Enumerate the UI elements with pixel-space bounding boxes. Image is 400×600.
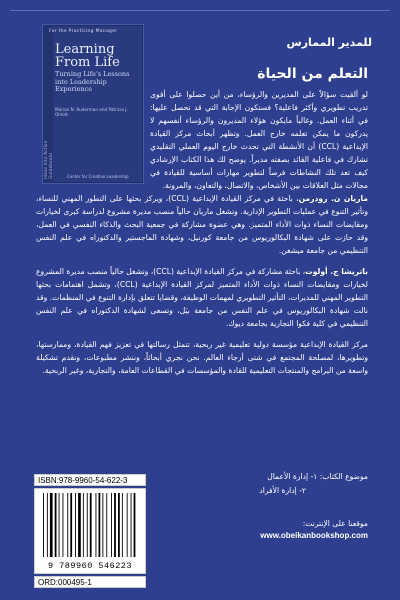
barcode-bar: [75, 493, 76, 557]
barcode: [34, 488, 146, 574]
author-name-1: ماريان ن. رودرمن: [298, 194, 368, 203]
subject-item-1: ١- إدارة الأعمال: [267, 472, 318, 481]
author-name-2: باتريشا ج. أولوت: [305, 267, 369, 276]
barcode-bar: [83, 493, 84, 557]
intro-paragraph: [150, 88, 368, 192]
website-block: [208, 518, 368, 542]
isbn-label: ISBN:978-9960-54-622-3: [34, 474, 146, 486]
barcode-bar: [127, 493, 128, 557]
barcode-digits: 9 789960 546223: [47, 561, 132, 571]
top-border: [10, 10, 390, 11]
author-bio-1: [36, 192, 368, 257]
book-subjects: [188, 470, 368, 498]
barcode-bar: [55, 493, 57, 557]
cover-series-label: For the Practicing Manager: [49, 29, 118, 34]
barcode-bar: [90, 493, 92, 557]
barcode-bar: [47, 493, 48, 557]
barcode-bar: [96, 493, 97, 557]
barcode-bar: [131, 493, 132, 557]
barcode-bar: [118, 493, 120, 557]
series-label: للمدير الممارس: [286, 36, 372, 49]
website-link[interactable]: www.obeikanbookshop.com: [260, 531, 368, 540]
order-number: ORD:000495-1: [34, 576, 146, 588]
subject-row-1: [188, 470, 368, 484]
intro-text: لو ألقيت سؤالاً على المديرين والرؤساء، من أين حصلوا على أقوى تدريب تطويري وأكثر فاعلية؟ فستكون الإجابة التي قد تحصل عليها: في أثناء العمل. وغالباً مايكون هؤلاء المديرون والرؤساء أنفسهم لا يدركون ما يمكن تعلمه خارج العمل. وتظهر أبحاث مركز القيادة الإبداعية (CCL) أن الأنشطة التي تحدث خارج اليوم العملي التقليدي تشارك في فاعلية القائد بصفته مديراً. يوضح لك هذا الكتاب الإرشادي كيف تعد تلك النشاطات فرصاً لتطوير مهارات أساسية للقيادة في مجالات مثل العلاقات بين الأشخاص، والاتصال، والتعاون، والمرونة.: [150, 90, 369, 190]
cover-authors: Marian N. Ruderman and Patricia J. Ohlott: [55, 107, 128, 117]
barcode-bars: [41, 493, 141, 559]
subjects-label: موضوع الكتاب:: [319, 472, 368, 481]
barcode-bar: [114, 493, 116, 557]
subject-row-2: [188, 484, 368, 498]
barcode-bar: [99, 493, 101, 557]
author-bio-text-2: ، باحثة مشاركة في مركز القيادة الإبداعية (CCL)، وتشغل حالياً منصب مديرة المشروع لخيارات ومقايضات النساء ذوات الأداء المتميز لمركز القيادة الإبداعية (CCL)، وتشمل اهتمامات بحثها التطوير المهني للمديرات، التأثير التطويري لمهمات الوظيفة، وقضايا تتعلق بإدارة التنوع في المنظمات. وقد نالت شهادة البكالوريوس في علم النفس من جامعة بيَل، وتسعى لشهادة الدكتوراه في علم النفس التنظيمي في كلية فكوا التجارية بجامعة ديوك.: [36, 267, 368, 328]
book-cover-thumbnail: [42, 24, 144, 184]
barcode-bar: [78, 493, 81, 557]
website-label: موقعنا على الإنترنت:: [302, 519, 368, 528]
cover-title: Learning From Life: [55, 42, 120, 70]
barcode-bar: [122, 493, 123, 557]
barcode-bar: [59, 493, 60, 557]
ccl-paragraph: مركز القيادة الإبداعية مؤسسة دولية تعليمية غير ربحية، تتمثل رسالتها في تعزيز فهم القيادة، وممارستها، وتطويرها، لمصلحة المجتمع في شتى أرجاء العالم. نحن نجري أبحاثاً، وننشر مطبوعات، ونقدم تشكيلة واسعة من البرامج والمنتجات التعليمية للقادة والمؤسسات في القطاعات العامة، والتجارية، وغير الربحية.: [36, 340, 368, 375]
author-bio-text-1: ، باحثة في مركز القيادة الإبداعية (CCL)، ويركز بحثها على التطور المهني للنساء، وتأثير التنوع في عمليات التطوير الإدارية. وتشغل ماريان حالياً منصب مديرة مشروع لدراسة كبرى لخيارات ومقايضات النساء ذوات الأداء المتميز. وهي عضوة مشاركة في جمعية البحث والذكاء النفسي في العمل، وقد حازت على شهادة البكالوريوس من جامعة كورنيل، وشهادة الماجستير والدكتوراه في علم النفس التنظيمي من جامعة ميشغن.: [36, 194, 368, 255]
barcode-bar: [63, 493, 64, 557]
barcode-bar: [50, 493, 53, 557]
cover-subtitle: Turning Life's Lessons into Leadership Experience: [55, 70, 130, 93]
barcode-bar: [67, 493, 68, 557]
barcode-bar: [70, 493, 72, 557]
barcode-bar: [43, 493, 44, 557]
barcode-bar: [111, 493, 112, 557]
author-bio-2: [36, 265, 368, 330]
cover-spine-text: Ideas Into Action Guidebooks: [43, 140, 53, 179]
barcode-bar: [87, 493, 88, 557]
subject-item-2: ٢- إدارة الأفراد: [259, 486, 306, 495]
book-title: التعلم من الحياة: [257, 66, 368, 82]
cover-publisher: Center for Creative Leadership: [67, 174, 129, 179]
barcode-bar: [106, 493, 107, 557]
barcode-bar: [134, 493, 136, 557]
author-bios: [36, 192, 368, 385]
barcode-bar: [102, 493, 103, 557]
